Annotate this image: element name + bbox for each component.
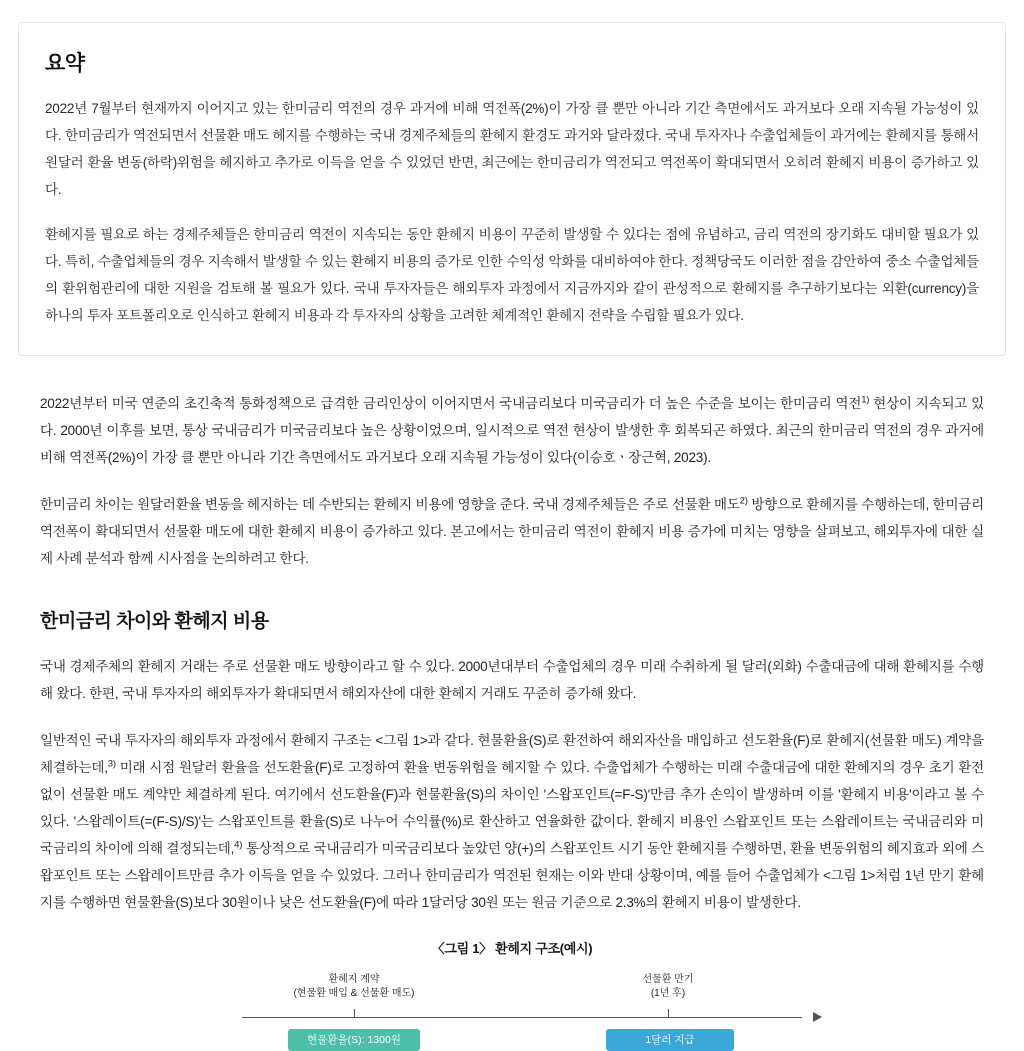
figure-left-label-line2: (현물환 매입 & 선물환 매도) — [293, 988, 415, 999]
figure-1 — [40, 938, 984, 1051]
summary-box — [18, 22, 1006, 356]
figure-caption: 〈그림 1〉 환헤지 구조(예시) — [431, 941, 593, 956]
figure-forward-box: 1달러 지급 — [606, 1029, 734, 1051]
figure-arrow-icon — [813, 1012, 822, 1022]
intro-paragraph-1 — [40, 390, 984, 471]
section-paragraph-1: 국내 경제주체의 환헤지 거래는 주로 선물환 매도 방향이라고 할 수 있다. 2000년대부터 수출업체의 경우 미래 수취하게 될 달러(외화) 수출대금에 대해 환헤지를 수행해 왔다. 한편, 국내 투자자의 해외투자가 확대되면서 해외자산에 대한 환헤지 거래도 꾸준히 증가해 왔다. — [40, 659, 984, 701]
figure-timeline-axis — [242, 1017, 802, 1018]
figure-right-label-line2: (1년 후) — [650, 988, 686, 999]
footnote-marker-2[interactable]: 2) — [739, 495, 748, 507]
intro-paragraph-1-text-a: 2022년부터 미국 연준의 초긴축적 통화정책으로 급격한 금리인상이 이어지면서 국내금리보다 미국금리가 더 높은 수준을 보이는 한미금리 역전 — [40, 396, 862, 411]
section-paragraph-2 — [40, 727, 984, 916]
figure-right-label — [588, 973, 748, 1001]
intro-paragraph-2-text-a: 한미금리 차이는 원달러환율 변동을 헤지하는 데 수반되는 환헤지 비용에 영향을 준다. 국내 경제주체들은 주로 선물환 매도 — [40, 497, 740, 512]
intro-paragraph-2 — [40, 491, 984, 572]
figure-tick-start — [354, 1009, 355, 1018]
section-paragraph-2-text-a: 일반적인 국내 투자자의 해외투자 과정에서 환헤지 구조는 <그림 1>과 같다. 현물환율(S)로 환전하여 해외자산을 매입하고 선도환율(F)로 환헤지(선물환 매도) 계약을 체결하는데, — [40, 733, 984, 775]
footnote-marker-1[interactable]: 1) — [861, 394, 870, 406]
figure-spot-box: 현물환율(S): 1300원 — [288, 1029, 420, 1051]
section-paragraph-2-text-c: 통상적으로 국내금리가 미국금리보다 높았던 양(+)의 스왑포인트 시기 동안 환헤지를 수행하면, 환율 변동위험의 헤지효과 외에 스왑포인트 또는 스왑레이트만큼 추가 이득을 얻을 수 있었다. 그러나 한미금리가 역전된 현재는 이와 반대 상황이며, 예를 들어 수출업체가 <그림 1>처럼 1년 만기 환헤지를 수행하면 현물환율(S)보다 30원이나 낮은 선도환율(F)에 따라 1달러당 30원 또는 원금 기준으로 2.3%의 환헤지 비용이 발생한다. — [40, 841, 984, 910]
figure-tick-end — [668, 1009, 669, 1018]
section-paragraph-2-text-b: 미래 시점 원달러 환율을 선도환율(F)로 고정하여 환율 변동위험을 헤지할 수 있다. 수출업체가 수행하는 미래 수출대금에 대한 환헤지의 경우 초기 환전 없이 선물환 매도 계약만 체결하게 된다. 여기에서 선도환율(F)과 현물환율(S)의 차이인 '스왑포인트(=F-S)'만큼 추가 손익이 발생하며 이를 '환헤지 비용'이라고 볼 수 있다. '스왑레이트(=(F-S)/S)'는 스왑포인트를 환율(S)로 나누어 수익률(%)로 환산하고 연율화한 값이다. 환헤지 비용인 스왑포인트 또는 스왑레이트는 국내금리와 미국금리의 차이에 의해 결정되는데, — [40, 760, 984, 856]
summary-paragraph: 환헤지를 필요로 하는 경제주체들은 한미금리 역전이 지속되는 동안 환헤지 비용이 꾸준히 발생할 수 있다는 점에 유념하고, 금리 역전의 장기화도 대비할 필요가 있다. 특히, 수출업체들의 경우 지속해서 발생할 수 있는 환헤지 비용의 증가로 인한 수익성 악화를 대비하여야 한다. 정책당국도 이러한 점을 감안하여 중소 수출업체들의 환위험관리에 대한 지원을 검토해 볼 필요가 있다. 국내 투자자들은 해외투자 과정에서 지금까지와 같이 관성적으로 환헤지를 추구하기보다는 외환(currency)을 하나의 투자 포트폴리오로 인식하고 환헤지 비용과 각 투자자의 상황을 고려한 체계적인 환헤지 전략을 수립할 필요가 있다. — [45, 227, 979, 323]
figure-left-label-line1: 환헤지 계약 — [328, 974, 380, 985]
section-heading: 한미금리 차이와 환헤지 비용 — [40, 611, 269, 632]
footnote-marker-3[interactable]: 3) — [107, 758, 116, 770]
intro-paragraph-2-text-b: 방향으로 환헤지를 수행하는데, 한미금리 역전폭이 확대되면서 선물환 매도에 대한 환헤지 비용이 증가하고 있다. 본고에서는 한미금리 역전이 환헤지 비용 증가에 미치는 영향을 살펴보고, 해외투자에 대한 실제 사례 분석과 함께 시사점을 논의하려고 한다. — [40, 497, 984, 566]
summary-paragraph: 2022년 7월부터 현재까지 이어지고 있는 한미금리 역전의 경우 과거에 비해 역전폭(2%)이 가장 클 뿐만 아니라 기간 측면에서도 과거보다 오래 지속될 가능성이 있다. 한미금리가 역전되면서 선물환 매도 헤지를 수행하는 국내 경제주체들의 환헤지 환경도 과거와 달라졌다. 국내 투자자나 수출업체들이 과거에는 환헤지를 통해서 원달러 환율 변동(하락)위험을 헤지하고 추가로 이득을 얻을 수 있었던 반면, 최근에는 한미금리가 역전되고 역전폭이 확대되면서 오히려 환헤지 비용이 증가하고 있다. — [45, 101, 979, 197]
figure-left-label — [254, 973, 454, 1001]
footnote-marker-4[interactable]: 4) — [234, 839, 243, 851]
summary-title: 요약 — [45, 52, 85, 75]
intro-paragraph-1-text-b: 현상이 지속되고 있다. 2000년 이후를 보면, 통상 국내금리가 미국금리보다 높은 상황이었으며, 일시적으로 역전 현상이 발생한 후 회복되곤 하였다. 최근의 한미금리 역전의 경우 과거에 비해 역전폭(2%)이 가장 클 뿐만 아니라 기간 측면에서도 과거보다 오래 지속될 가능성이 있다(이승호ㆍ장근혁, 2023). — [40, 396, 984, 465]
figure-right-label-line1: 선물환 만기 — [642, 974, 694, 985]
figure-diagram — [202, 973, 822, 1051]
